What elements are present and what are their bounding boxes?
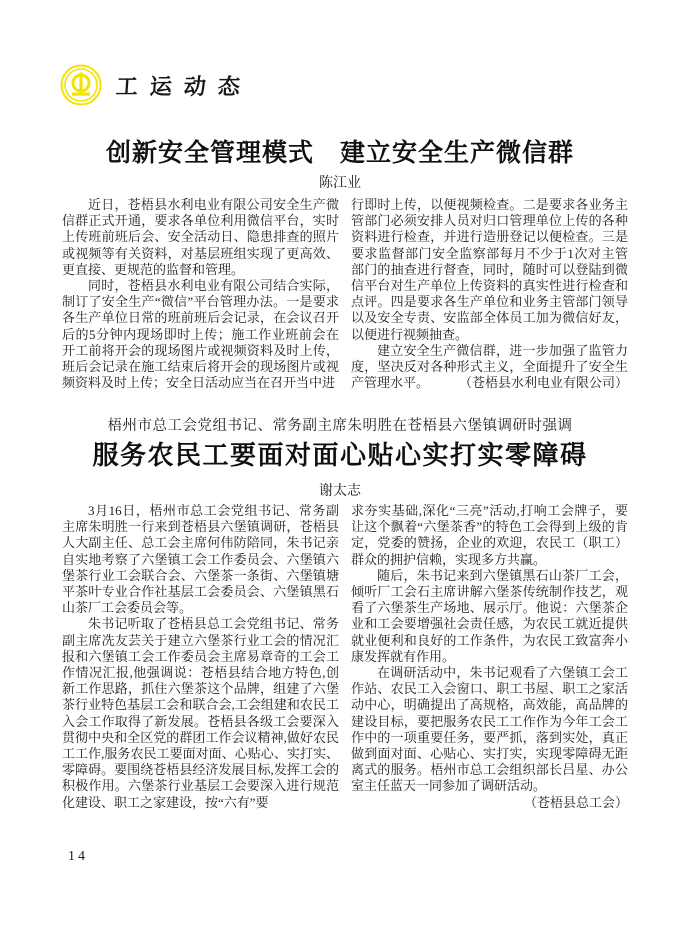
article2-title: 服务农民工要面对面心贴心实打实零障碍 — [92, 440, 588, 470]
trade-union-logo-icon — [60, 64, 102, 106]
article1-attribution: （苍梧县水利电业有限公司） — [458, 375, 628, 391]
paragraph: 朱书记听取了苍梧县总工会党组书记、常务副主席冼友芸关于建立六堡茶行业工会的情况汇报和六堡镇工会工作委员会主席易章奇的工会工作情况汇报,他强调说：苍梧县结合地方特色,创新工作思路，抓住六堡茶这个品牌，组建了六堡茶行业特色基层工会和联合会,工会组建和农民工入会工作取得了新发展。苍梧县各级工会要深入贯彻中央和全区党的群团工作会议精神,做好农民工工作,服务农民工要面对面、心贴心、实打实、零障碍。要围绕苍梧县经济发展目标,发挥工会的积极作用。六堡茶行业基层工会要深入进行规范化建设、职工之家建设，按“六有”要 — [62, 616, 339, 810]
article2-attribution: （苍梧县总工会） — [523, 794, 628, 810]
article1-author: 陈江业 — [319, 176, 361, 191]
masthead — [60, 64, 252, 106]
article2-author: 谢太志 — [319, 484, 361, 499]
article1-right-column — [351, 197, 628, 391]
page-number: 14 — [68, 849, 88, 864]
paragraph: 同时，苍梧县水利电业有限公司结合实际，制订了安全生产“微信”平台管理办法。一是要求各生产单位日常的班前班后会记录，在会议召开后的5分钟内现场即时上传；施工作业班前会在开工前将开会的现场图片或视频资料及时上传，班后会记录在施工结束后将开会的现场图片或视频资料及时上传；安全日活动应当在召开当中进 — [62, 278, 339, 391]
paragraph: 求夯实基础,深化“三亮”活动,打响工会牌子，要让这个飘着“六堡茶香”的特色工会得到上级的肯定，党委的赞扬，企业的欢迎，农民工（职工）群众的拥护信赖，实现多方共赢。 — [351, 503, 628, 567]
paragraph: 随后，朱书记来到六堡镇黑石山茶厂工会，倾听厂工会石主席讲解六堡茶传统制作技艺，观看了六堡茶生产场地、展示厅。他说：六堡茶企业和工会要增强社会责任感，为农民工就近提供就业便利和良好的工作条件，为农民工致富奔小康发挥就有作用。 — [351, 567, 628, 664]
article2-body — [62, 503, 628, 811]
paragraph: 近日，苍梧县水利电业有限公司安全生产微信群正式开通，要求各单位利用微信平台，实时上传班前班后会、安全活动日、隐患排查的照片或视频等有关资料，对基层班组实现了更高效、更直接、更规范的监督和管理。 — [62, 197, 339, 277]
article1-body — [62, 197, 628, 391]
paragraph: 建立安全生产微信群，进一步加强了监管力度，坚决反对各种形式主义，全面提升了安全生产管理水平。 — [351, 342, 628, 391]
article2-right-column — [351, 503, 628, 811]
masthead-title: 工运动态 — [115, 73, 253, 99]
article2-eyebrow: 梧州市总工会党组书记、常务副主席朱明胜在苍梧县六堡镇调研时强调 — [107, 418, 573, 434]
article1-title: 创新安全管理模式 建立安全生产微信群 — [105, 139, 574, 167]
paragraph: 3月16日，梧州市总工会党组书记、常务副主席朱明胜一行来到苍梧县六堡镇调研，苍梧县人大副主任、总工会主席何伟防陪同，朱书记亲自实地考察了六堡镇工会工作委员会、六堡镇六堡茶行业工会联合会、六堡茶一条街、六堡镇塘平茶叶专业合作社基层工会委员会、六堡镇黑石山茶厂工会委员会等。 — [62, 503, 339, 616]
article1-left-column — [62, 197, 339, 391]
paragraph: 在调研活动中，朱书记观看了六堡镇工会工作站、农民工入会窗口、职工书屋、职工之家活动中心，明确提出了高规格，高效能，高品牌的建设目标，要把服务农民工工作作为今年工会工作中的一项重要任务，要严抓，落到实处，真正做到面对面、心贴心、实打实，实现零障碍无距离式的服务。梧州市总工会组织部长吕星、办公室主任蓝天一同参加了调研活动。 — [351, 665, 628, 794]
paragraph: 行即时上传，以便视频检查。二是要求各业务主管部门必须安排人员对归口管理单位上传的各种资料进行检查，并进行造册登记以便检查。三是要求监督部门安全监察部每月不少于1次对主管部门的抽查进行督查，同时，随时可以登陆到微信平台对生产单位上传资料的真实性进行检查和点评。四是要求各生产单位和业务主管部门领导以及安全专责、安监部全体员工加为微信好友，以便进行视频抽查。 — [351, 197, 628, 342]
article2-left-column — [62, 503, 339, 811]
